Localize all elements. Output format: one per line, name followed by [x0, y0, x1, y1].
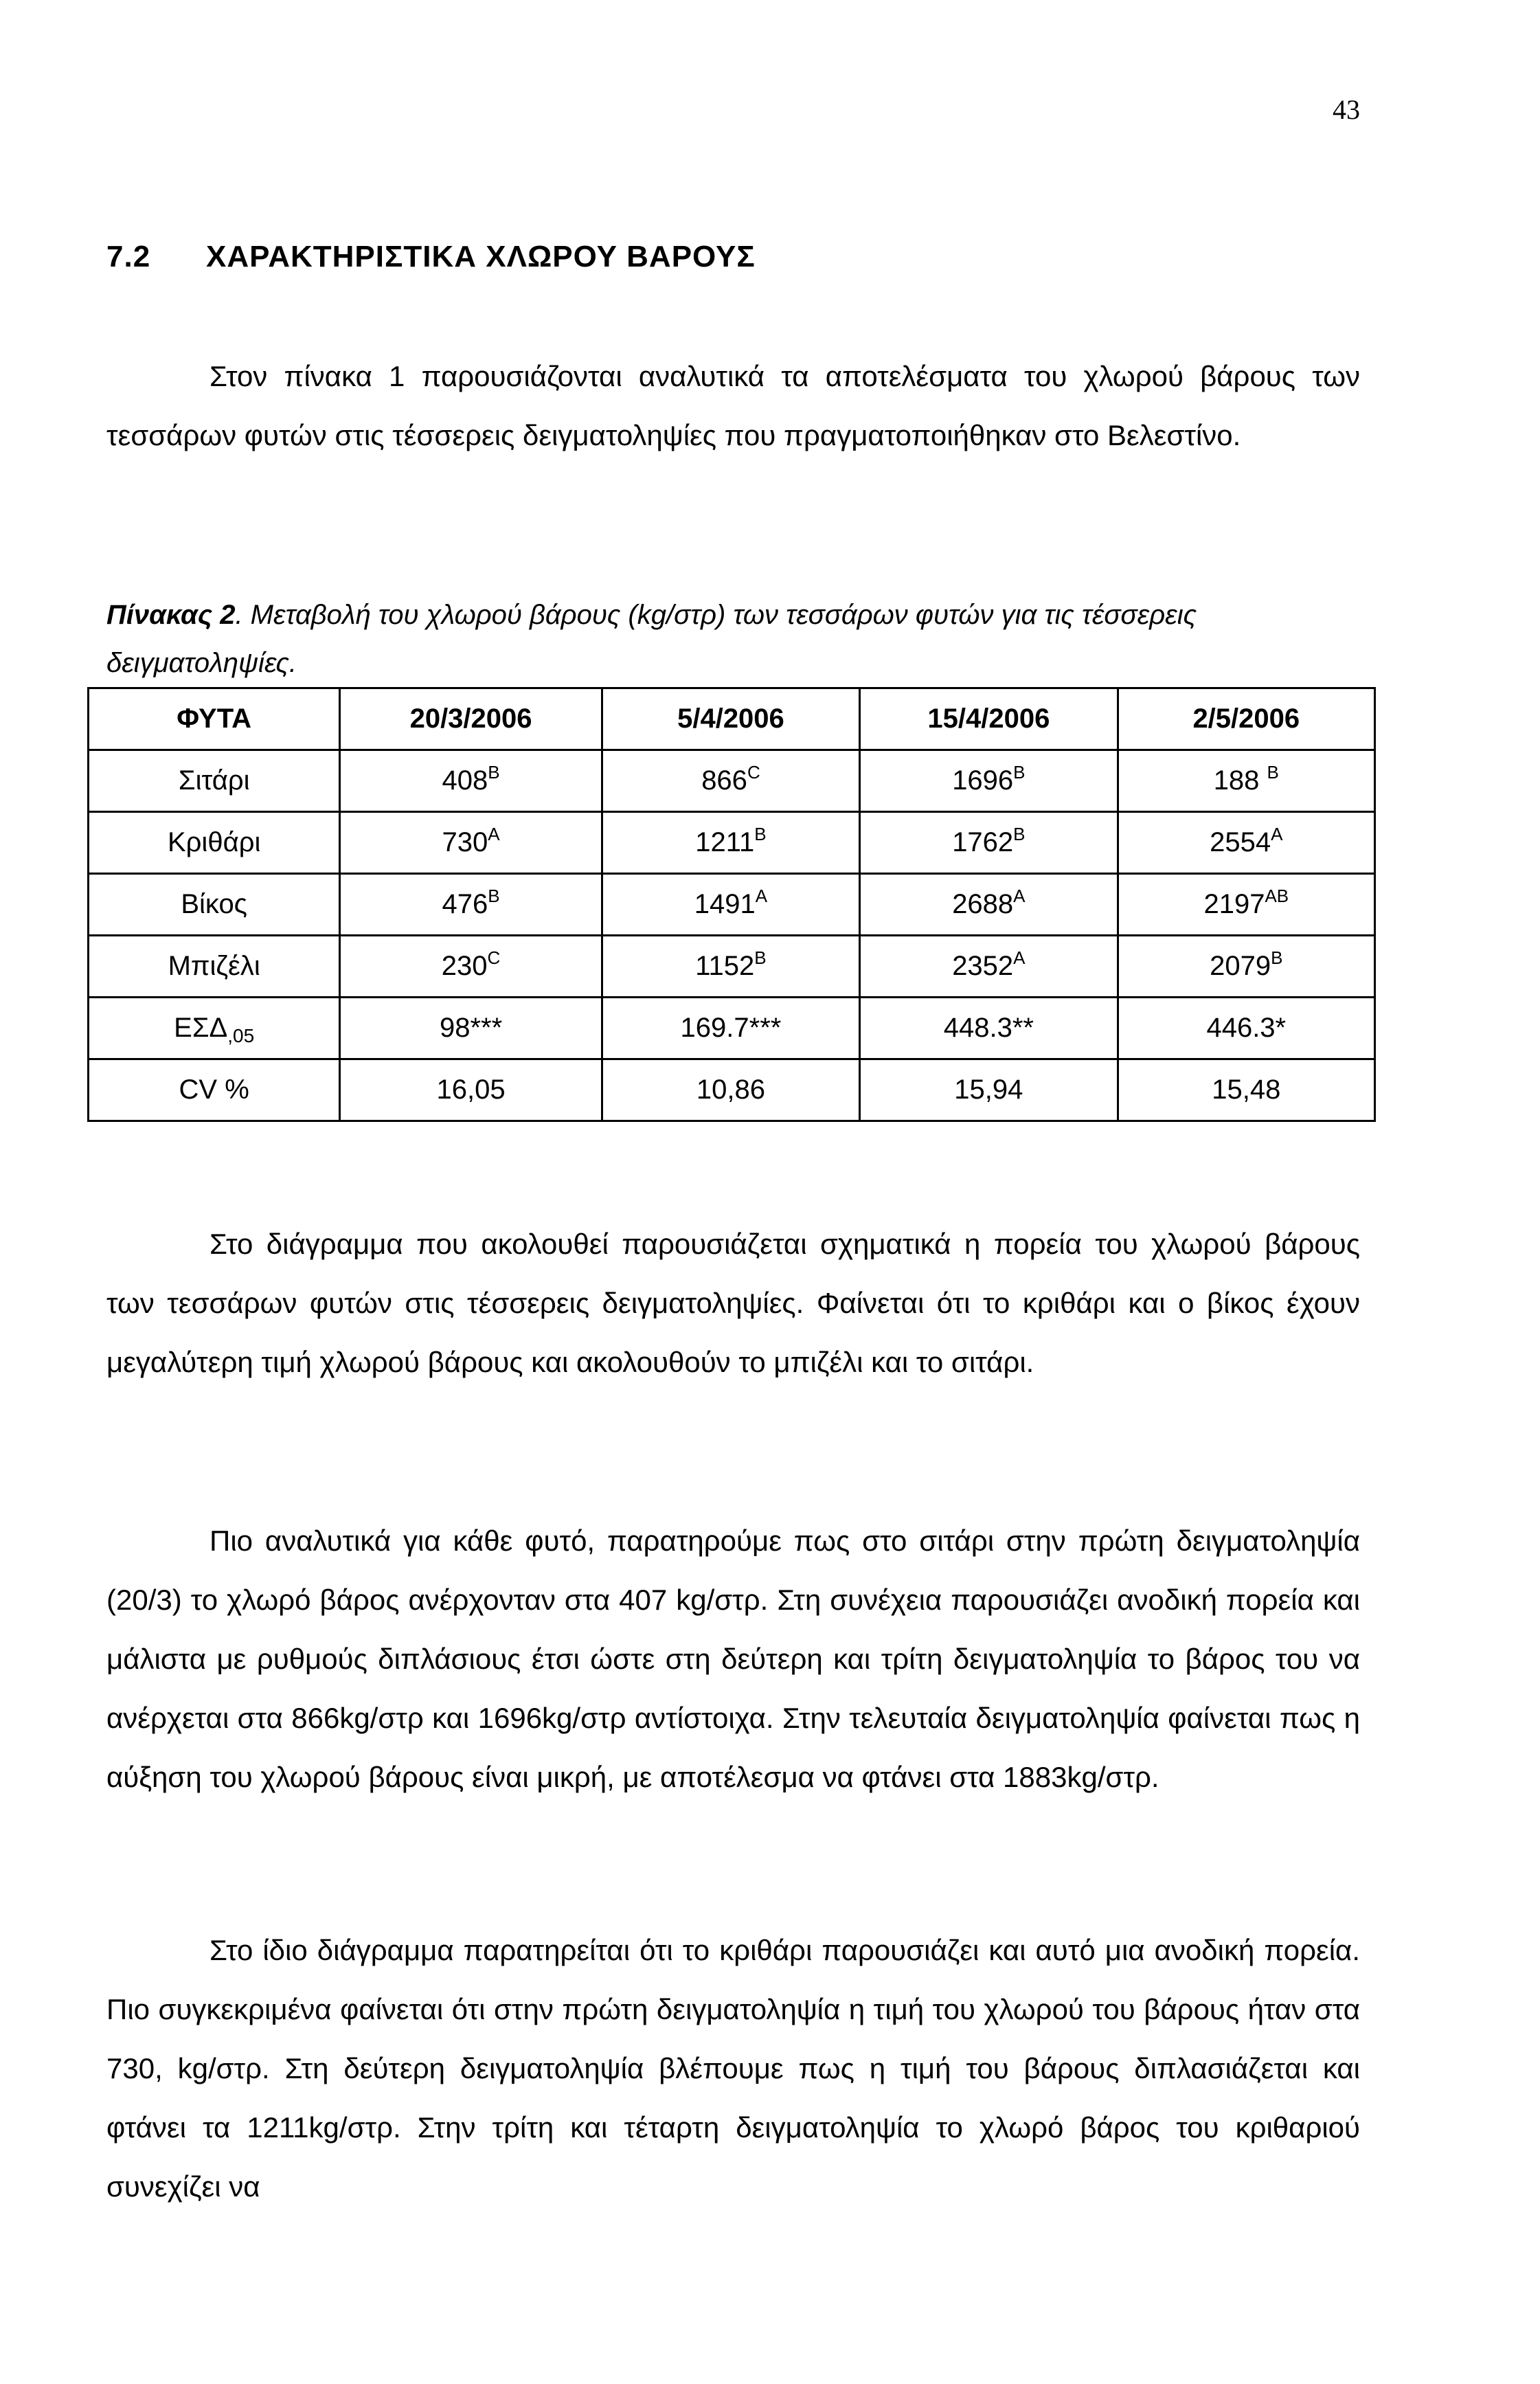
table-cell: 15,48: [1118, 1059, 1374, 1121]
table-cell: 446.3*: [1118, 998, 1374, 1059]
table-cell: 16,05: [340, 1059, 602, 1121]
section-title: ΧΑΡΑΚΤΗΡΙΣΤΙΚΑ ΧΛΩΡΟΥ ΒΑΡΟΥΣ: [206, 240, 756, 273]
table-row-lsd: [89, 998, 1375, 1059]
header-plants: ΦΥΤΑ: [89, 688, 340, 750]
header-date-2: 5/4/2006: [602, 688, 859, 750]
table-cell: 169.7***: [602, 998, 859, 1059]
table-cell: 15,94: [860, 1059, 1118, 1121]
row-label: CV %: [89, 1059, 340, 1121]
header-date-4: 2/5/2006: [1118, 688, 1374, 750]
table-cell: $1152^B$: [602, 936, 859, 998]
table-cell: $866^C$: [602, 750, 859, 812]
table-cell: $1211^B$: [602, 812, 859, 874]
section-heading: [106, 242, 756, 272]
table-cell: 98***: [340, 998, 602, 1059]
table-cell: $408^B$: [340, 750, 602, 812]
row-label: Κριθάρι: [89, 812, 340, 874]
intro-paragraph: Στον πίνακα 1 παρουσιάζονται αναλυτικά τα αποτελέσματα του χλωρού βάρους των τεσσάρων φυτών στις τέσσερεις δειγματοληψίες που πραγματοποιήθηκαν στο Βελεστίνο.: [106, 360, 1360, 451]
section-number: 7.2: [106, 240, 151, 273]
paragraph-barley-analysis: Στο ίδιο διάγραμμα παρατηρείται ότι το κριθάρι παρουσιάζει και αυτό μια ανοδική πορεία. Πιο συγκεκριμένα φαίνεται ότι στην πρώτη δειγματοληψία η τιμή του χλωρού του βάρους ήταν στα 730, kg/στρ. Στη δεύτερη δειγματοληψία βλέπουμε πως η τιμή του βάρους διπλασιάζεται και φτάνει τα 1211kg/στρ. Στην τρίτη και τέταρτη δειγματοληψία το χλωρό βάρος του κριθαριού συνεχίζει να: [106, 1934, 1360, 2203]
paragraph-diagram-overview: Στο διάγραμμα που ακολουθεί παρουσιάζεται σχηματικά η πορεία του χλωρού βάρους των τεσσάρων φυτών στις τέσσερεις δειγματοληψίες. Φαίνεται ότι το κριθάρι και ο βίκος έχουν μεγαλύτερη τιμή χλωρού βάρους και ακολουθούν το μπιζέλι και το σιτάρι.: [106, 1228, 1360, 1378]
table-caption-label: Πίνακας 2: [106, 600, 236, 630]
table-caption: [106, 591, 1360, 687]
table-cell: $2688^A$: [860, 874, 1118, 936]
fresh-weight-table: [87, 687, 1376, 1122]
table-cell: $2079^B$: [1118, 936, 1374, 998]
table-row-vetch: [89, 874, 1375, 936]
table-cell: $230^C$: [340, 936, 602, 998]
table-cell: $1762^B$: [860, 812, 1118, 874]
table-cell: $2554^A$: [1118, 812, 1374, 874]
table-cell: 10,86: [602, 1059, 859, 1121]
table-cell: $1491^A$: [602, 874, 859, 936]
table-caption-text: . Μεταβολή του χλωρού βάρους (kg/στρ) των τεσσάρων φυτών για τις τέσσερεις δειγματοληψίες.: [106, 600, 1197, 678]
page-number: 43: [1333, 94, 1360, 125]
row-label: Μπιζέλι: [89, 936, 340, 998]
row-label: $E\Sigma\Delta_{,05}$: [89, 998, 340, 1059]
header-date-3: 15/4/2006: [860, 688, 1118, 750]
row-label: Βίκος: [89, 874, 340, 936]
paragraph-wheat-analysis: Πιο αναλυτικά για κάθε φυτό, παρατηρούμε πως στο σιτάρι στην πρώτη δειγματοληψία (20/3) το χλωρό βάρος ανέρχονταν στα 407 kg/στρ. Στη συνέχεια παρουσιάζει ανοδική πορεία και μάλιστα με ρυθμούς διπλάσιους έτσι ώστε στη δεύτερη και τρίτη δειγματοληψία το βάρος του να ανέρχεται στα 866kg/στρ και 1696kg/στρ αντίστοιχα. Στην τελευταία δειγματοληψία φαίνεται πως η αύξηση του χλωρού βάρους είναι μικρή, με αποτέλεσμα να φτάνει στα 1883kg/στρ.: [106, 1525, 1360, 1793]
header-date-1: 20/3/2006: [340, 688, 602, 750]
row-label: Σιτάρι: [89, 750, 340, 812]
table-header-row: [89, 688, 1375, 750]
table-cell: $476^B$: [340, 874, 602, 936]
table-row-barley: [89, 812, 1375, 874]
table-row-pea: [89, 936, 1375, 998]
table-cell: 188 $^B$: [1118, 750, 1374, 812]
table-cell: $730^A$: [340, 812, 602, 874]
table-cell: $2197^{AB}$: [1118, 874, 1374, 936]
table-row-wheat: [89, 750, 1375, 812]
table-row-cv: [89, 1059, 1375, 1121]
table-cell: $2352^A$: [860, 936, 1118, 998]
table-cell: 448.3**: [860, 998, 1118, 1059]
table-cell: $1696^B$: [860, 750, 1118, 812]
